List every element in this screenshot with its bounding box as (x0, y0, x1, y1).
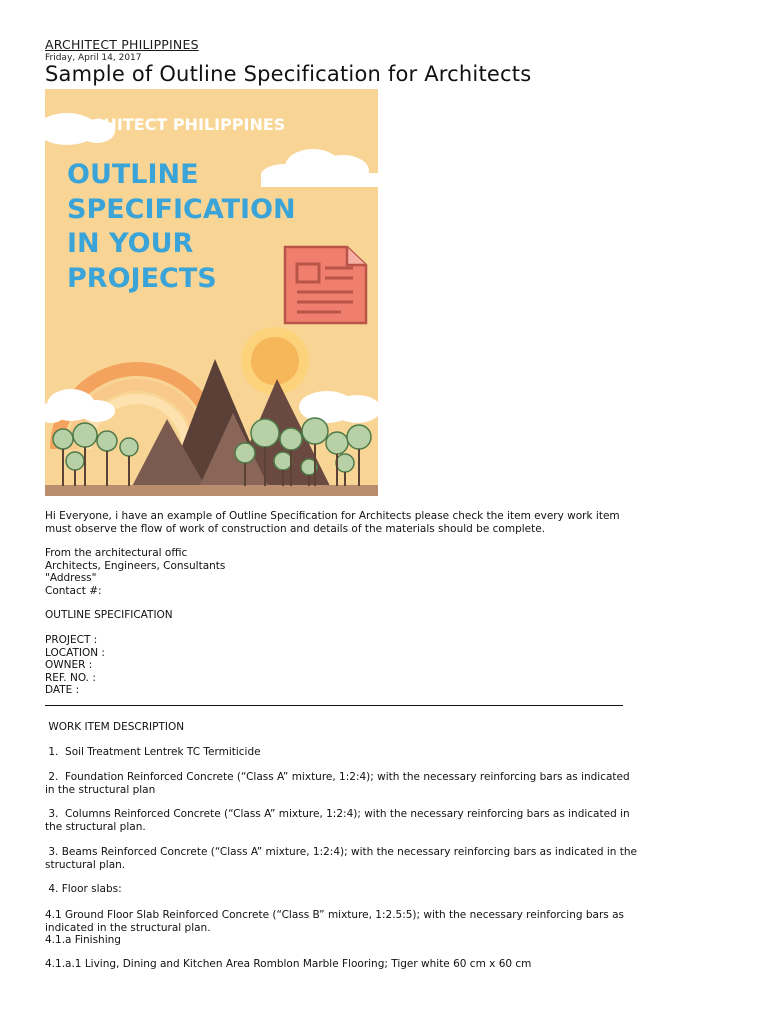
poster-brand: ARCHITECT PHILIPPINES (67, 115, 286, 134)
item-5 (45, 883, 735, 896)
item-1-text: 1. Soil Treatment Lentrek TC Termiticide (45, 746, 261, 758)
from-block (45, 547, 735, 597)
post-date: Friday, April 14, 2017 (45, 53, 142, 63)
spec-heading (45, 609, 735, 622)
from-address: "Address" (45, 572, 97, 584)
intro-paragraph (45, 510, 735, 535)
field-ref-no: REF. NO. : (45, 671, 96, 684)
poster-image (45, 89, 378, 496)
post-title: Sample of Outline Specification for Architects (45, 62, 532, 86)
divider-line (45, 705, 623, 706)
item-2-line-1: 2. Foundation Reinforced Concrete (“Class A” mixture, 1:2:4); with the necessary reinforcing bars as indicated (45, 771, 630, 783)
item-3-line-2: the structural plan. (45, 820, 146, 833)
item-6 (45, 909, 735, 947)
project-fields (45, 634, 735, 697)
item-7-text: 4.1.a.1 Living, Dining and Kitchen Area Romblon Marble Flooring; Tiger white 60 cm x 60 cm (45, 958, 532, 970)
poster-headline-line-3: IN YOUR (67, 228, 194, 259)
item-6-line-3: 4.1.a Finishing (45, 934, 121, 946)
from-professions: Architects, Engineers, Consultants (45, 559, 226, 572)
item-3 (45, 808, 735, 833)
site-name-link[interactable]: ARCHITECT PHILIPPINES (45, 37, 199, 52)
from-contact: Contact #: (45, 584, 102, 597)
field-project: PROJECT : (45, 634, 98, 646)
work-heading (45, 721, 735, 734)
item-4 (45, 846, 735, 871)
document-icon (285, 247, 366, 323)
poster-illustration (45, 89, 378, 496)
item-3-line-1: 3. Columns Reinforced Concrete (“Class A” mixture, 1:2:4); with the necessary reinforcing bars as indicated in (45, 808, 630, 820)
poster-headline-line-1: OUTLINE (67, 159, 199, 190)
item-6-line-1: 4.1 Ground Floor Slab Reinforced Concrete (“Class B” mixture, 1:2.5:5); with the necessary reinforcing bars as (45, 909, 624, 921)
item-2 (45, 771, 735, 796)
item-6-line-2: indicated in the structural plan. (45, 921, 211, 934)
field-owner: OWNER : (45, 659, 93, 671)
work-heading-text: WORK ITEM DESCRIPTION (45, 721, 185, 733)
item-4-line-1: 3. Beams Reinforced Concrete (“Class A” mixture, 1:2:4); with the necessary reinforcing bars as indicated in the (45, 846, 637, 858)
intro-line-2: must observe the flow of work of construction and details of the materials should be complete. (45, 522, 546, 535)
spec-heading-text: OUTLINE SPECIFICATION (45, 609, 173, 621)
field-date: DATE : (45, 684, 80, 696)
item-1 (45, 746, 735, 759)
item-4-line-2: structural plan. (45, 858, 126, 871)
poster-headline-line-4: PROJECTS (67, 263, 217, 294)
field-location: LOCATION : (45, 646, 105, 659)
item-7 (45, 958, 735, 971)
item-2-line-2: in the structural plan (45, 783, 156, 796)
poster-headline-line-2: SPECIFICATION (67, 194, 296, 225)
item-5-text: 4. Floor slabs: (45, 883, 122, 895)
intro-line-1: Hi Everyone, i have an example of Outline Specification for Architects please check the item every work item (45, 510, 620, 522)
from-office: From the architectural offic (45, 547, 188, 559)
